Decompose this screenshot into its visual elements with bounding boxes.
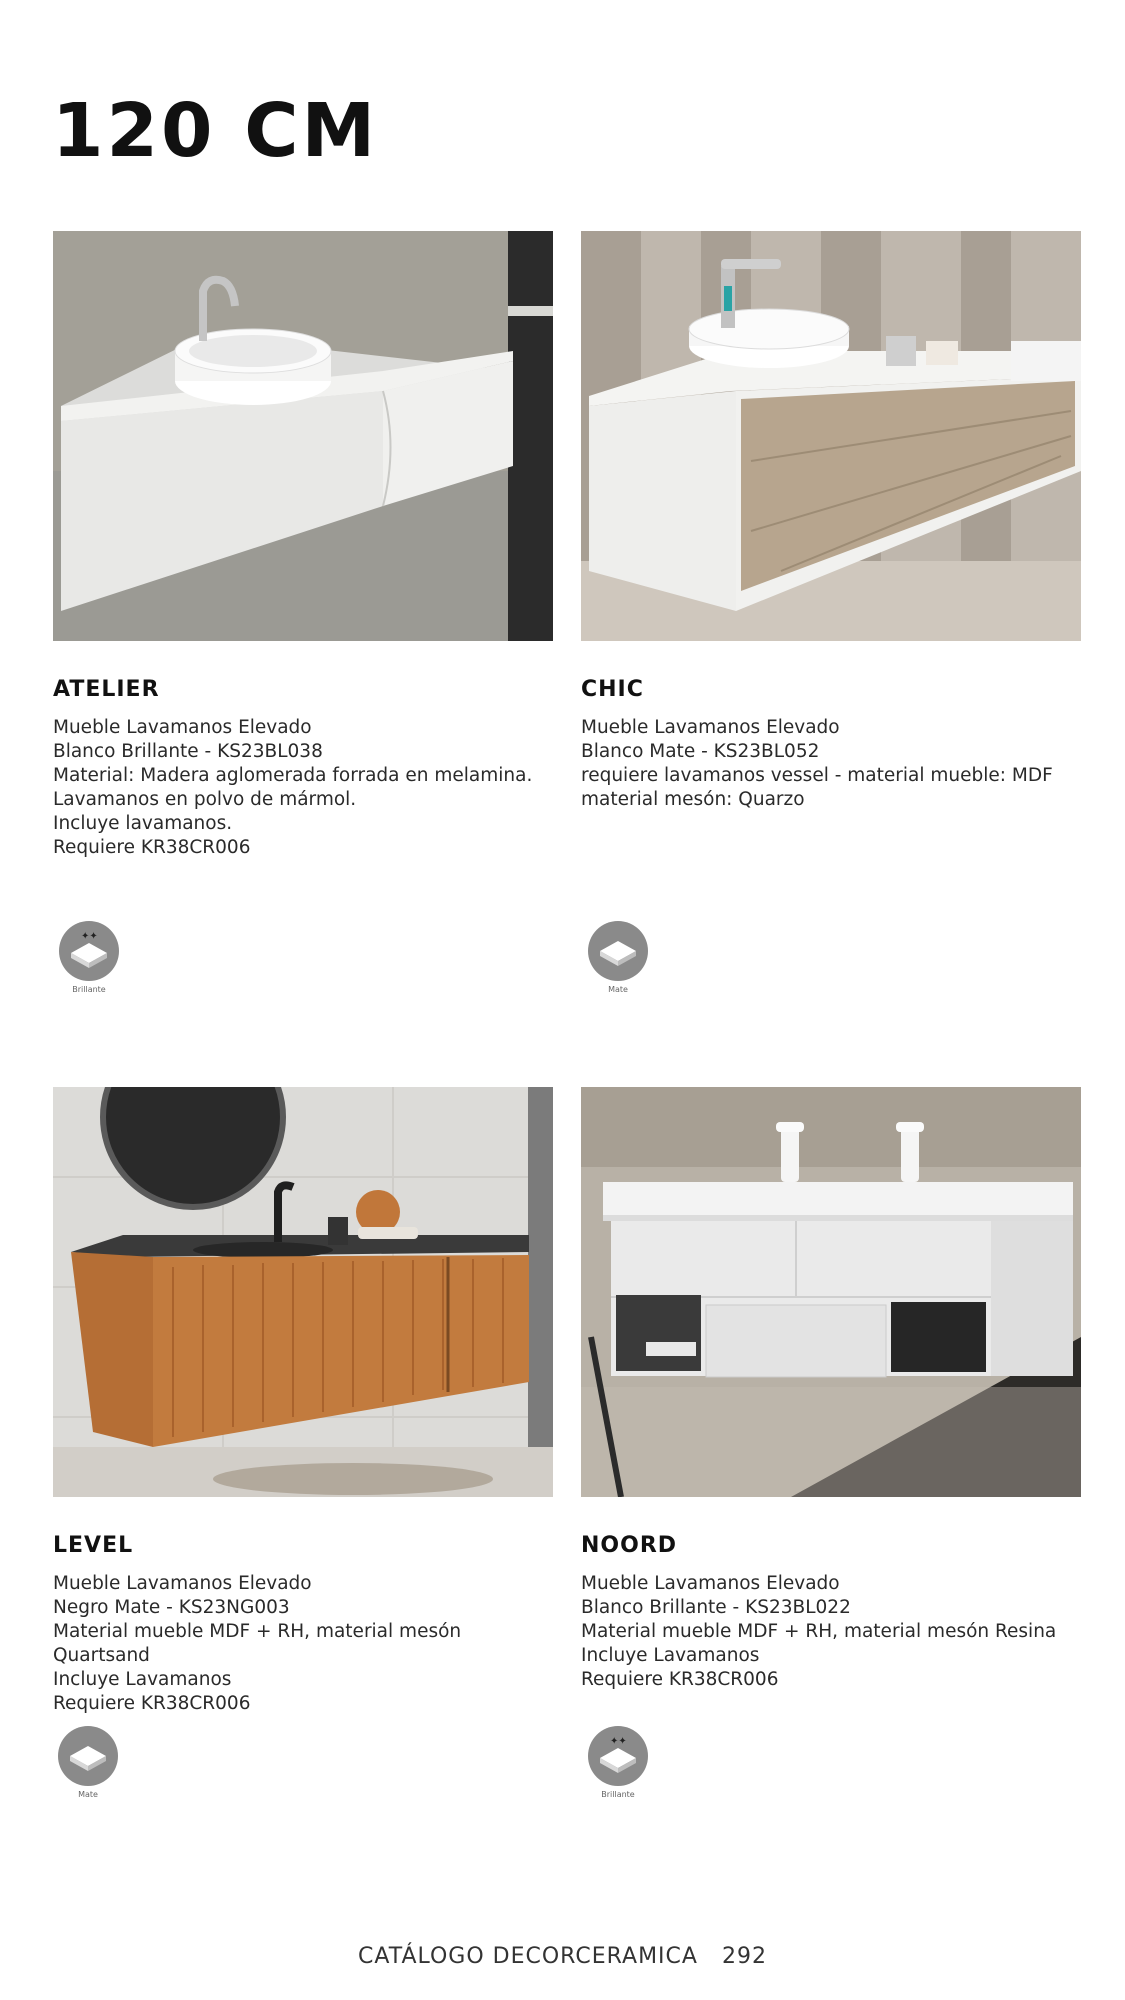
svg-text:✦✦: ✦✦ [81,931,98,942]
svg-text:✦✦: ✦✦ [610,1736,627,1747]
product-photo-noord [581,1087,1081,1497]
product-description [581,1572,1081,1692]
product-description [581,716,1081,812]
product-photo-level [53,1087,553,1497]
page-number: 292 [721,1944,767,1969]
description-line: Requiere KR38CR006 [53,837,251,858]
finish-label: Brillante [72,985,106,994]
description-line: Incluye Lavamanos [581,1645,760,1666]
product-name: NOORD [581,1533,678,1558]
product-photo-atelier [53,231,553,641]
finish-badge-brillante [588,1726,648,1799]
product-photo-chic [581,231,1081,641]
description-line: Blanco Brillante - KS23BL022 [581,1597,851,1618]
catalog-name: CATÁLOGO DECORCERAMICA [358,1944,698,1969]
glossy-finish-icon [588,1726,648,1786]
product-description [53,1572,553,1716]
finish-label: Mate [608,985,628,994]
description-line: Lavamanos en polvo de mármol. [53,789,357,810]
description-line: Material: Madera aglomerada forrada en melamina. [53,765,533,786]
page-title: 120 CM [52,88,379,174]
product-card-level [53,1087,553,1716]
product-name: CHIC [581,677,644,702]
description-line: Negro Mate - KS23NG003 [53,1597,290,1618]
product-name: ATELIER [53,677,160,702]
description-line: Blanco Mate - KS23BL052 [581,741,820,762]
description-line: requiere lavamanos vessel - material mueble: MDF [581,765,1053,786]
description-line: Requiere KR38CR006 [53,1693,251,1714]
description-line: Incluye lavamanos. [53,813,233,834]
finish-badge-brillante [59,921,119,994]
product-card-chic [581,231,1081,812]
finish-badge-mate [588,921,648,994]
description-line: material mesón: Quarzo [581,789,805,810]
description-line: Quartsand [53,1645,150,1666]
product-card-noord [581,1087,1081,1692]
matte-finish-icon [588,921,648,981]
finish-label: Brillante [601,1790,635,1799]
description-line: Material mueble MDF + RH, material mesón Resina [581,1621,1057,1642]
page-footer [0,1944,1125,1969]
glossy-finish-icon [59,921,119,981]
description-line: Material mueble MDF + RH, material mesón [53,1621,462,1642]
finish-label: Mate [78,1790,98,1799]
description-line: Blanco Brillante - KS23BL038 [53,741,323,762]
product-card-atelier [53,231,553,860]
description-line: Mueble Lavamanos Elevado [581,1573,840,1594]
product-description [53,716,553,860]
description-line: Incluye Lavamanos [53,1669,232,1690]
description-line: Mueble Lavamanos Elevado [53,1573,312,1594]
description-line: Requiere KR38CR006 [581,1669,779,1690]
description-line: Mueble Lavamanos Elevado [53,717,312,738]
description-line: Mueble Lavamanos Elevado [581,717,840,738]
matte-finish-icon [58,1726,118,1786]
finish-badge-mate [58,1726,118,1799]
product-name: LEVEL [53,1533,134,1558]
